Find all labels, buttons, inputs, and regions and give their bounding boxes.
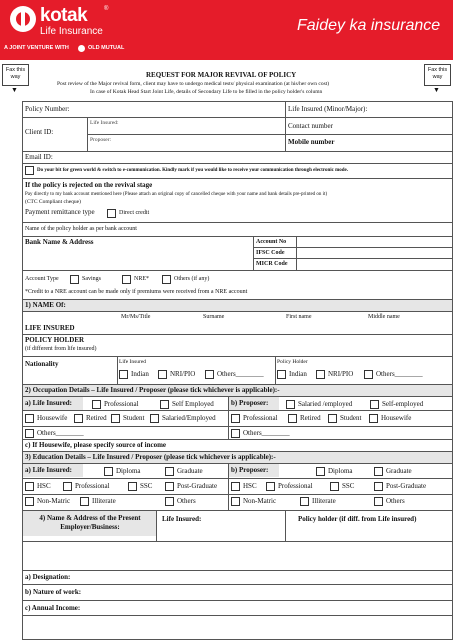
edu-pr-hsc-label: HSC: [243, 482, 257, 490]
savings-label: Savings: [82, 276, 102, 282]
ph-indian-checkbox[interactable]: [277, 370, 286, 379]
occ-pr-others-label: Others________: [243, 429, 290, 437]
edu-pr-diploma-label: Diploma: [328, 467, 353, 475]
occ-pr-self-employed-label: Self-employed: [382, 400, 424, 408]
others-account-label: Others (if any): [174, 276, 210, 282]
occ-salaried-label: Salaried/Employed: [162, 414, 216, 422]
li-indian-label: Indian: [131, 370, 149, 378]
nre-note: *Credit to a NRE account can be made only if premiums were received from a NRE account: [25, 289, 248, 295]
old-mutual-logo-icon: [78, 45, 85, 52]
occ-pr-self-employed-checkbox[interactable]: [370, 400, 379, 409]
client-id-life-insured-label: Life Insured:: [90, 120, 119, 126]
edu-pr-postgrad-checkbox[interactable]: [374, 482, 383, 491]
direct-credit-checkbox[interactable]: [107, 209, 116, 218]
others-account-checkbox[interactable]: [162, 275, 171, 284]
form-note-2: In case of Kotak Head Start Joint Life, details of Secondary Life to be filled in the policy holder's column: [90, 89, 323, 95]
policy-holder-note: (if different from life insured): [25, 346, 97, 352]
occ-housewife-checkbox[interactable]: [25, 414, 34, 423]
client-id-proposer-label: Proposer:: [90, 137, 112, 143]
name-col-title: Mr/Ms/Title: [121, 314, 151, 320]
education-proposer-label: b) Proposer:: [231, 466, 269, 474]
occ-others-checkbox[interactable]: [25, 429, 34, 438]
header-banner: [0, 0, 453, 60]
name-col-middle: Middle name: [368, 314, 400, 320]
edu-nonmatric-label: Non-Matric: [37, 497, 71, 505]
edu-professional-label: Professional: [75, 482, 110, 490]
edu-postgrad-checkbox[interactable]: [165, 482, 174, 491]
edu-pr-nonmatric-label: Non-Matric: [243, 497, 277, 505]
edu-ssc-checkbox[interactable]: [128, 482, 137, 491]
edu-illiterate-checkbox[interactable]: [80, 497, 89, 506]
form-note-1: Post review of the Major revival form, client may have to undergo medical tests/ physical examination (at his/her own cost): [57, 81, 330, 87]
occ-pr-professional-checkbox[interactable]: [231, 414, 240, 423]
direct-credit-label: Direct credit: [119, 210, 150, 216]
edu-professional-checkbox[interactable]: [63, 482, 72, 491]
edu-pr-illiterate-checkbox[interactable]: [300, 497, 309, 506]
jv-partner: OLD MUTUAL: [88, 45, 125, 51]
ph-indian-label: Indian: [289, 370, 307, 378]
section-1-title: 1) NAME Of:: [25, 301, 66, 309]
life-insured-minor-label: Life Insured (Minor/Major):: [288, 105, 368, 113]
arrow-down-icon: ▼: [11, 86, 18, 94]
nationality-ph-label: Policy Holder: [277, 359, 308, 365]
edu-pr-professional-checkbox[interactable]: [266, 482, 275, 491]
ph-others-label: Others________: [376, 370, 423, 378]
tagline: Faidey ka insurance: [297, 17, 441, 34]
occ-pr-retired-label: Retired: [300, 414, 321, 422]
nre-label: NRE*: [134, 276, 149, 282]
ph-nri-checkbox[interactable]: [316, 370, 325, 379]
section-4-title: 4) Name & Address of the Present Employer/Business:: [39, 514, 141, 531]
green-world-text: Do your bit for green world & switch to e-communication. Kindly mark if you would like to receive your communication through electronic mode.: [37, 168, 349, 173]
nre-checkbox[interactable]: [122, 275, 131, 284]
brand-subtitle: Life Insurance: [40, 26, 103, 37]
section-3-title: 3) Education Details – Life Insured / Proposer (please tick whichever is applicable):-: [25, 453, 276, 461]
occ-pr-retired-checkbox[interactable]: [288, 414, 297, 423]
occupation-proposer-label: b) Proposer:: [231, 399, 269, 407]
email-id-label: Email ID:: [25, 153, 53, 161]
education-li-label: a) Life Insured:: [25, 466, 72, 474]
section-2-title: 2) Occupation Details – Life Insured / Proposer (please tick whichever is applicable):-: [25, 386, 280, 394]
occ-pr-student-label: Student: [340, 414, 362, 422]
bank-name-label: Bank Name & Address: [25, 238, 94, 246]
occ-pr-housewife-checkbox[interactable]: [369, 414, 378, 423]
edu-hsc-label: HSC: [37, 482, 51, 490]
payment-type-label: Payment remittance type: [25, 208, 95, 216]
e-communication-checkbox[interactable]: [25, 166, 34, 175]
name-bank-label: Name of the policy holder as per bank account: [25, 226, 137, 232]
edu-others-checkbox[interactable]: [165, 497, 174, 506]
kotak-logo-icon: [10, 6, 36, 32]
occ-pr-student-checkbox[interactable]: [328, 414, 337, 423]
account-type-label: Account Type: [25, 276, 59, 282]
edu-pr-hsc-checkbox[interactable]: [231, 482, 240, 491]
housewife-income-label: c) If Housewife, please specify source of income: [25, 441, 167, 449]
edu-pr-illiterate-label: Illiterate: [312, 497, 336, 505]
occupation-li-label: a) Life Insured:: [25, 399, 72, 407]
edu-graduate-checkbox[interactable]: [165, 467, 174, 476]
arrow-down-icon: ▼: [433, 86, 440, 94]
name-col-surname: Surname: [203, 314, 225, 320]
registered-mark: ®: [104, 6, 109, 12]
annual-income-label: c) Annual Income:: [25, 604, 81, 612]
mobile-number-label: Mobile number: [288, 138, 335, 146]
edu-pr-professional-label: Professional: [278, 482, 313, 490]
employer-li-label: Life Insured:: [162, 515, 202, 523]
account-no-label: Account No: [256, 239, 287, 245]
employer-ph-label: Policy holder (if diff. from Life insured): [298, 515, 417, 523]
occ-student-label: Student: [123, 414, 145, 422]
nationality-label: Nationality: [25, 360, 59, 368]
form-title: REQUEST FOR MAJOR REVIVAL OF POLICY: [146, 71, 297, 79]
occ-student-checkbox[interactable]: [111, 414, 120, 423]
rejected-title: If the policy is rejected on the revival stage: [25, 181, 153, 189]
edu-postgrad-label: Post-Graduate: [177, 482, 218, 490]
brand-name: kotak: [40, 5, 88, 26]
edu-pr-ssc-label: SSC: [342, 482, 355, 490]
rejected-note: Pay directly to my bank account mentioned here (Please attach an original copy of cancelled cheque with your name and bank details pre-printed on it): [25, 192, 328, 197]
edu-pr-postgrad-label: Post-Graduate: [386, 482, 427, 490]
occ-pr-salaried-label: Salaried /employed: [298, 400, 353, 408]
edu-diploma-label: Diploma: [116, 467, 141, 475]
fax-label-left: Fax this way: [5, 67, 26, 80]
edu-nonmatric-checkbox[interactable]: [25, 497, 34, 506]
contact-number-label: Contact number: [288, 122, 333, 130]
client-id-label: Client ID:: [25, 128, 54, 136]
occ-professional-label: Professional: [104, 400, 139, 408]
edu-illiterate-label: Illiterate: [92, 497, 116, 505]
edu-pr-others-label: Others: [386, 497, 405, 505]
edu-hsc-checkbox[interactable]: [25, 482, 34, 491]
occ-housewife-label: Housewife: [37, 414, 68, 422]
edu-others-label: Others: [177, 497, 196, 505]
ifsc-label: IFSC Code: [256, 250, 285, 256]
life-insured-name-label: LIFE INSURED: [25, 324, 75, 332]
occ-pr-salaried-checkbox[interactable]: [286, 400, 295, 409]
occ-pr-housewife-label: Housewife: [381, 414, 412, 422]
ph-nri-label: NRI/PIO: [328, 370, 354, 378]
edu-pr-graduate-label: Graduate: [386, 467, 412, 475]
occ-others-label: Others________: [37, 429, 84, 437]
edu-graduate-label: Graduate: [177, 467, 203, 475]
edu-diploma-checkbox[interactable]: [104, 467, 113, 476]
edu-pr-graduate-checkbox[interactable]: [374, 467, 383, 476]
li-others-checkbox[interactable]: [205, 370, 214, 379]
edu-pr-nonmatric-checkbox[interactable]: [231, 497, 240, 506]
micr-label: MICR Code: [256, 261, 288, 267]
edu-pr-ssc-checkbox[interactable]: [330, 482, 339, 491]
nature-of-work-label: b) Nature of work:: [25, 588, 82, 596]
li-others-label: Others________: [217, 370, 264, 378]
edu-pr-diploma-checkbox[interactable]: [316, 467, 325, 476]
li-nri-label: NRI/PIO: [170, 370, 196, 378]
li-indian-checkbox[interactable]: [119, 370, 128, 379]
occ-self-employed-label: Self Employed: [172, 400, 214, 408]
cts-note: (CTC Compliant cheque): [25, 199, 81, 205]
policy-holder-name-label: POLICY HOLDER: [25, 336, 85, 344]
occ-pr-professional-label: Professional: [243, 414, 278, 422]
savings-checkbox[interactable]: [70, 275, 79, 284]
designation-label: a) Designation:: [25, 573, 71, 581]
occ-self-employed-checkbox[interactable]: [160, 400, 169, 409]
occ-retired-checkbox[interactable]: [74, 414, 83, 423]
occ-pr-others-checkbox[interactable]: [231, 429, 240, 438]
occ-salaried-checkbox[interactable]: [150, 414, 159, 423]
nationality-li-label: Life Insured: [119, 359, 147, 365]
edu-ssc-label: SSC: [140, 482, 153, 490]
policy-number-label: Policy Number:: [25, 105, 70, 113]
name-col-first: First name: [286, 314, 312, 320]
fax-label-right: Fax this way: [427, 67, 448, 80]
joint-venture-text: A JOINT VENTURE WITH: [4, 45, 69, 51]
edu-pr-others-checkbox[interactable]: [374, 497, 383, 506]
occ-professional-checkbox[interactable]: [92, 400, 101, 409]
occ-retired-label: Retired: [86, 414, 107, 422]
ph-others-checkbox[interactable]: [364, 370, 373, 379]
li-nri-checkbox[interactable]: [158, 370, 167, 379]
